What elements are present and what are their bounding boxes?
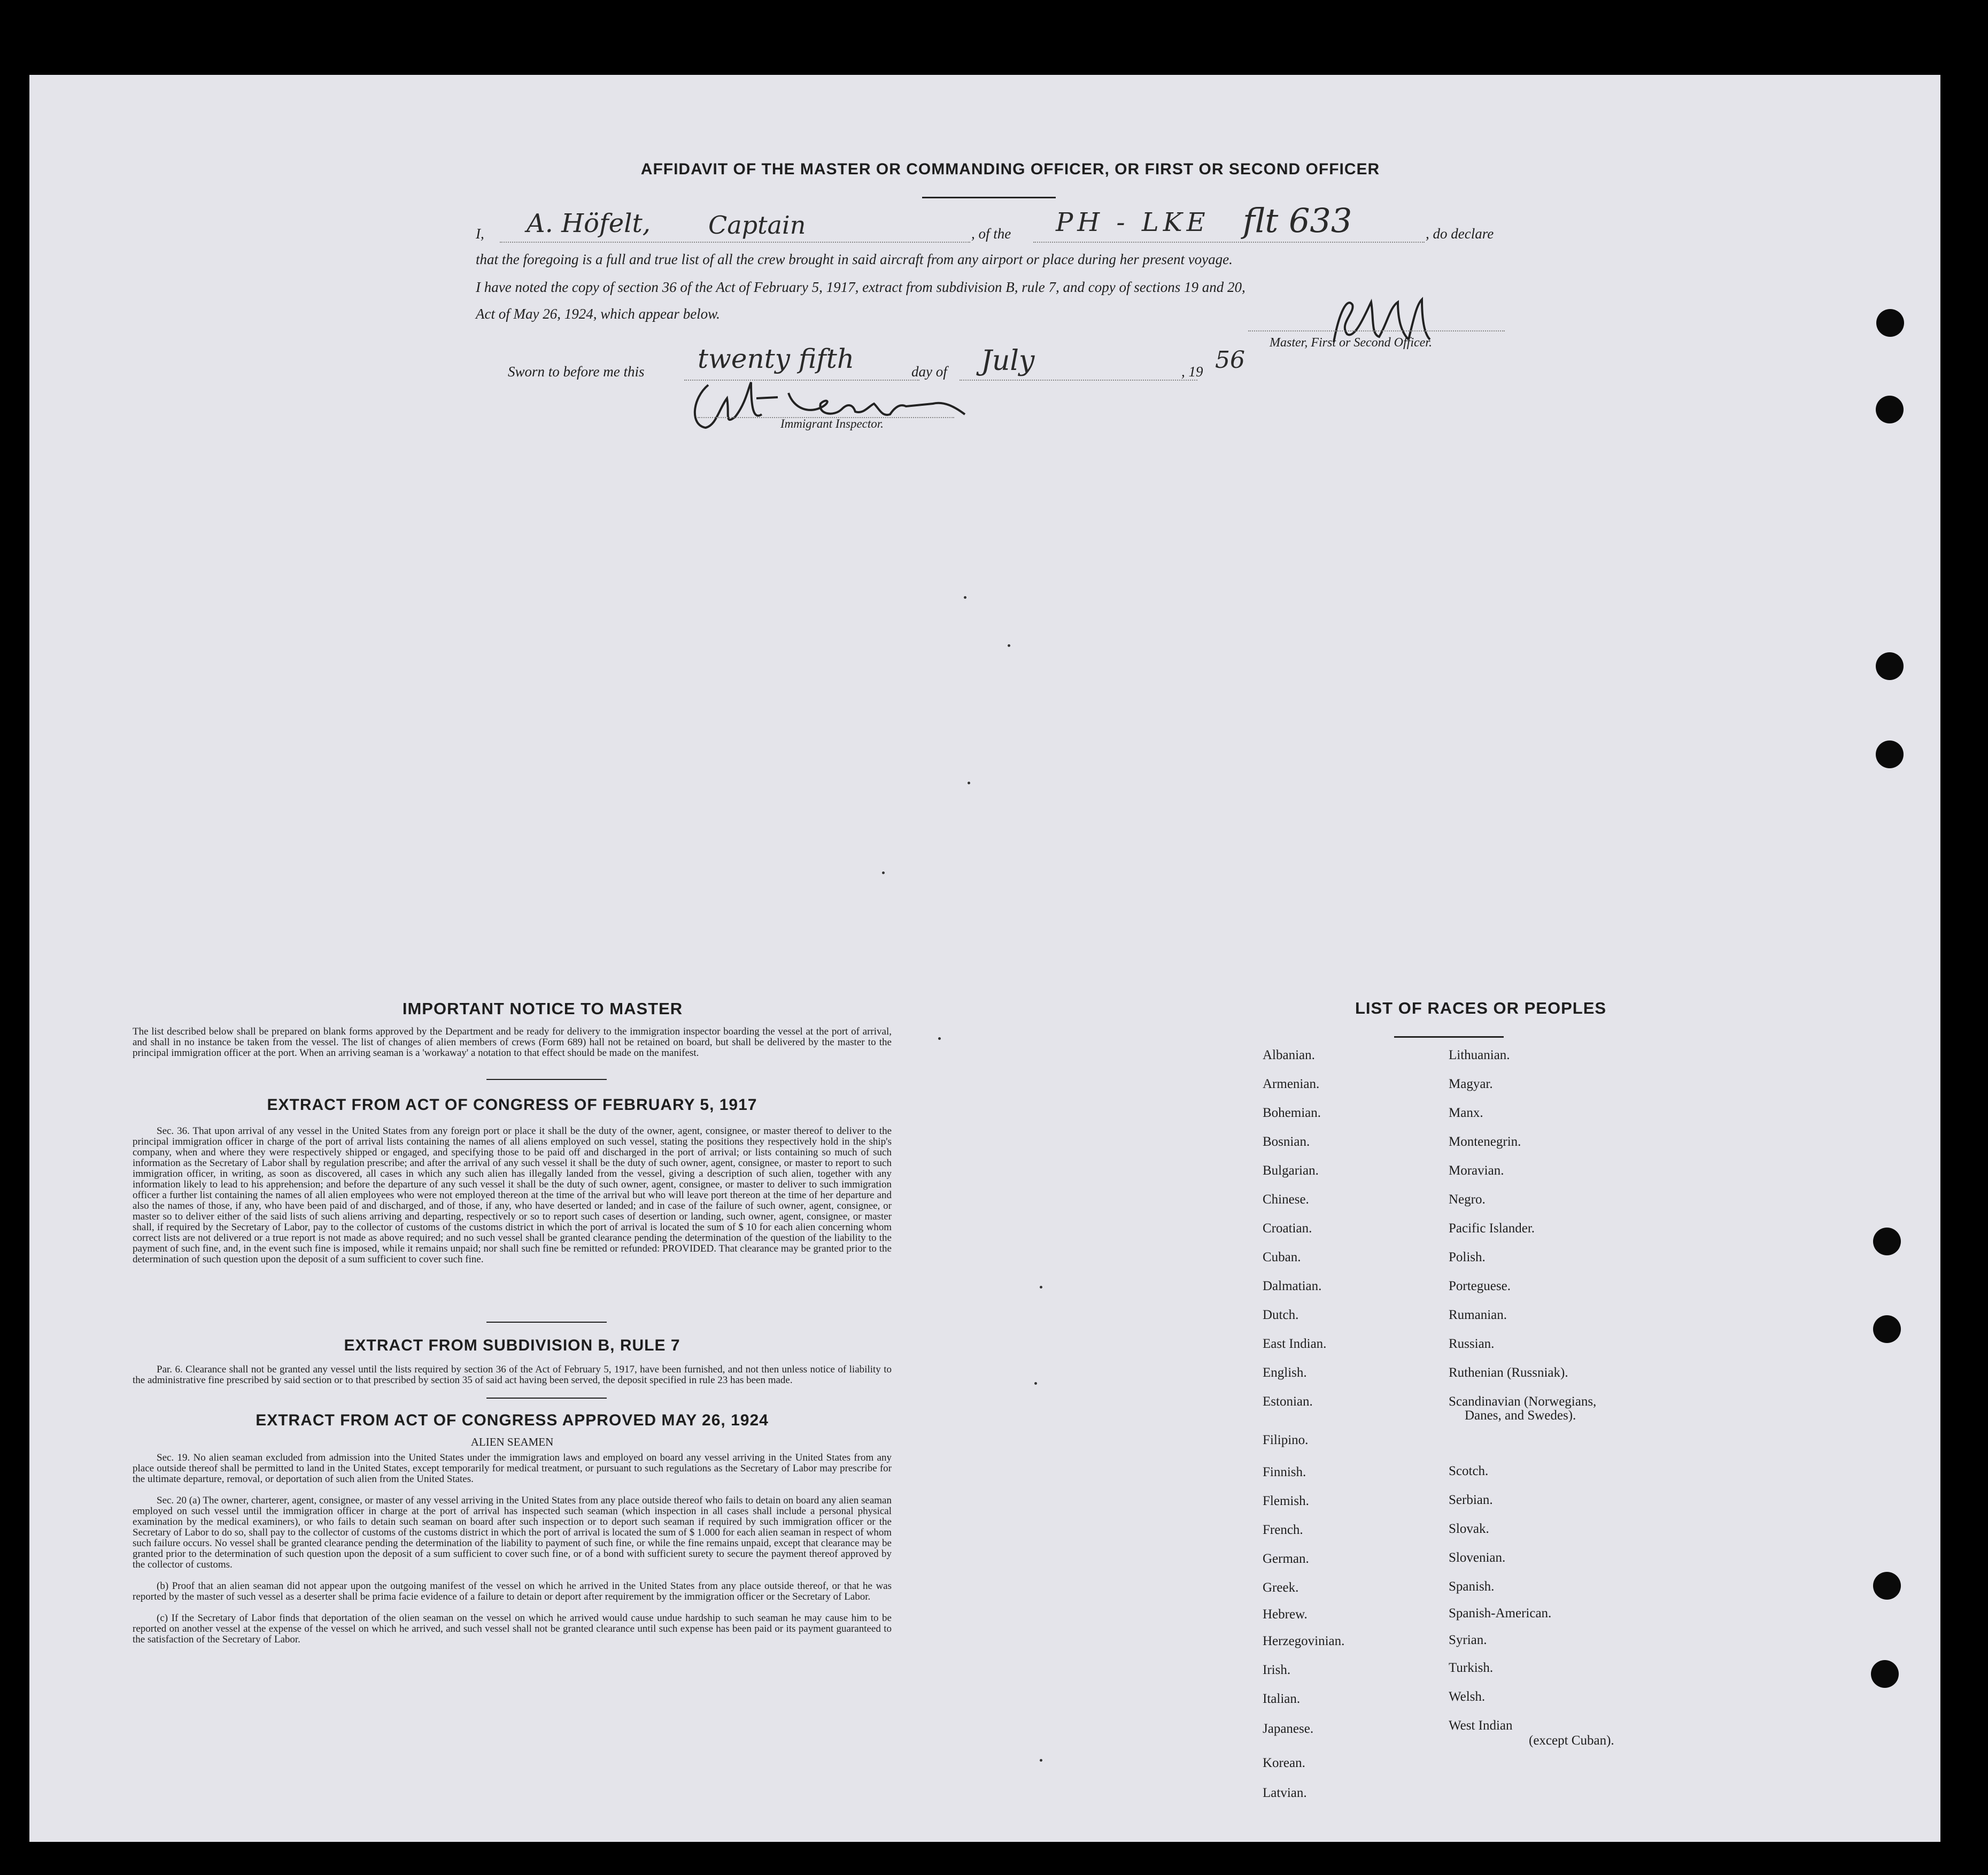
handwritten-captain: Captain — [708, 211, 806, 240]
race-item: English. — [1263, 1365, 1307, 1380]
scan-speck — [964, 596, 966, 599]
race-item: Danes, and Swedes). — [1465, 1408, 1576, 1423]
race-item: Spanish-American. — [1449, 1606, 1552, 1621]
title-underline — [922, 197, 1056, 198]
race-item: Slovak. — [1449, 1522, 1489, 1536]
extract-1917-text: Sec. 36. That upon arrival of any vessel in the United States from any foreign port or place it shall be the duty of the owner, agent, consignee, or master thereof to deliver to the principal immigration officer in charge of the port of arrival lists containing the names of all aliens employed on such vessel, stating the positions they respectively hold in the ship's company, when and where they were respectively shipped or engaged, and specifying those to be paid off and discharged in the port of arrival; or lists containing so much of such information as the Secretary of Labor shall by regulation prescribe; and after the arrival of any such vessel it shall be the duty of such owner, agent, consignee, or master to report to such immigration officer, in writing, as soon as discovered, all cases in which any such alien has illegally landed from the vessel, giving a description of such alien, together with any information likely to lead to his apprehension; and before the departure of any such vessel it shall be the duty of such owner, agent, consignee, or master to deliver to such immigration officer a further list containing the names of all alien employees who were not employed thereon at the time of the arrival but who will leave port thereon at the time of her departure and also the names of those, if any, who have been paid of and discharged, and of those, if any, who have deserted or landed; and in case of the failure of such owner, agent, consignee, or master so to deliver either of the said lists of such aliens arriving and departing, respectively or so to report such cases of desertion or landing, such owner, agent, consignee, or master shall, if required by the Secretary of Labor, pay to the collector of customs of the customs district in which the port of arrival is located the sum of $ 10 for each alien concerning whom correct lists are not delivered or a true report is not made as above required; and no such vessel shall be granted clearance pending the determination of the question of the liability to the payment of such fine, and, in the event such fine is imposed, while it remains unpaid; nor shall such fine be remitted or refunded: PROVIDED. That clearance may be granted prior to the determination of such question upon the deposit of a sum sufficient to cover such fine. — [133, 1125, 892, 1265]
race-item: Pacific Islander. — [1449, 1221, 1535, 1236]
binder-hole — [1873, 1228, 1901, 1255]
day-of-label: day of — [911, 364, 947, 380]
race-item: Russian. — [1449, 1337, 1495, 1351]
notice-divider — [486, 1079, 607, 1080]
race-item: Montenegrin. — [1449, 1135, 1521, 1149]
race-item: Scotch. — [1449, 1464, 1489, 1478]
scan-speck — [938, 1037, 941, 1040]
race-item: Negro. — [1449, 1192, 1486, 1207]
race-item: Turkish. — [1449, 1661, 1494, 1675]
race-item: Dutch. — [1263, 1308, 1299, 1322]
race-item: Ruthenian (Russniak). — [1449, 1365, 1568, 1380]
scan-speck — [1040, 1759, 1042, 1762]
extract-1924-sec19: Sec. 19. No alien seaman excluded from admission into the United States under the immigration laws and employed on board any vessel arriving in the United States from any place outside thereof shall be permitted to land in the United States, except temporarily for medical treatment, or pursuant to such regulations as the Secretary of Labor may prescribe for the ultimate departure, removal, or deportation of such alien from the United States. — [133, 1452, 892, 1485]
race-item: Estonian. — [1263, 1394, 1313, 1409]
scan-speck — [882, 871, 885, 874]
subdivision-divider — [486, 1398, 607, 1399]
binder-hole — [1871, 1660, 1899, 1688]
race-item: Korean. — [1263, 1756, 1305, 1770]
master-signature-line — [1248, 330, 1505, 331]
race-item: Porteguese. — [1449, 1279, 1511, 1293]
affidavit-title: AFFIDAVIT OF THE MASTER OR COMMANDING OFFICER, OR FIRST OR SECOND OFFICER — [640, 160, 1380, 178]
extract-1917-title: EXTRACT FROM ACT OF CONGRESS OF FEBRUARY 5, 1917 — [267, 1096, 757, 1114]
sworn-prefix: Sworn to before me this — [508, 364, 645, 380]
race-item: Finnish. — [1263, 1465, 1306, 1479]
race-item: Rumanian. — [1449, 1308, 1507, 1322]
affidavit-line4: Act of May 26, 1924, which appear below. — [476, 306, 720, 322]
race-item: Polish. — [1449, 1250, 1486, 1264]
master-caption: Master, First or Second Officer. — [1270, 336, 1432, 350]
race-item: Latvian. — [1263, 1786, 1307, 1800]
extract-1924-title: EXTRACT FROM ACT OF CONGRESS APPROVED MAY 26, 1924 — [256, 1411, 769, 1429]
race-item: West Indian — [1449, 1718, 1513, 1733]
extract-1917-divider — [486, 1322, 607, 1323]
race-item: Herzegovinian. — [1263, 1634, 1345, 1648]
scan-speck — [968, 782, 970, 784]
race-item: Croatian. — [1263, 1221, 1312, 1236]
name-blank — [500, 242, 970, 243]
binder-hole — [1873, 1572, 1901, 1600]
handwritten-flight: flt 633 — [1243, 201, 1352, 240]
affidavit-do-declare: , do declare — [1426, 226, 1494, 242]
handwritten-aircraft: PH - LKE — [1056, 207, 1210, 237]
notice-title: IMPORTANT NOTICE TO MASTER — [402, 999, 683, 1018]
subdivision-title: EXTRACT FROM SUBDIVISION B, RULE 7 — [344, 1337, 680, 1354]
race-item: Lithuanian. — [1449, 1048, 1510, 1062]
race-item: Welsh. — [1449, 1689, 1486, 1704]
race-item: Irish. — [1263, 1663, 1291, 1677]
race-item: French. — [1263, 1523, 1303, 1537]
binder-hole — [1876, 652, 1904, 680]
year-prefix: , 19 — [1181, 364, 1203, 380]
handwritten-name: A. Höfelt, — [527, 209, 651, 238]
extract-1924-sec20c: (c) If the Secretary of Labor finds that deportation of the olien seaman on the vessel on which he arrived would cause undue hardship to such seaman he may cause him to be reported on another vessel at the expense of the vessel on which he arrived, and such vessel shall not be granted clearance until such expense has been paid or its payment guaranteed to the satisfaction of the Secretary of Labor. — [133, 1612, 892, 1645]
race-item: Bulgarian. — [1263, 1163, 1319, 1178]
race-item: Slovenian. — [1449, 1550, 1506, 1565]
race-item: Chinese. — [1263, 1192, 1309, 1207]
race-item: German. — [1263, 1552, 1309, 1566]
race-item: Armenian. — [1263, 1077, 1320, 1091]
affidavit-of-the: , of the — [971, 226, 1011, 242]
extract-1924-sec20b: (b) Proof that an alien seaman did not appear upon the outgoing manifest of the vessel on which he arrived in the United States from any place outside thereof, or that he was reported by the master of such vessel as a deserter shall be prima facie evidence of a failure to detain or deport after requirement by the immigration officer or the Secretary of Labor. — [133, 1580, 892, 1602]
affidavit-line3: I have noted the copy of section 36 of the Act of February 5, 1917, extract from subdivision B, rule 7, and copy of sections 19 and 20, — [476, 279, 1246, 295]
scan-speck — [1008, 644, 1010, 647]
races-title: LIST OF RACES OR PEOPLES — [1355, 999, 1607, 1017]
race-item: Syrian. — [1449, 1633, 1487, 1647]
race-item: Greek. — [1263, 1580, 1299, 1595]
scan-speck — [1040, 1286, 1042, 1288]
race-item: Italian. — [1263, 1692, 1301, 1706]
extract-1924-sec20a: Sec. 20 (a) The owner, charterer, agent, consignee, or master of any vessel arriving in the United States from any place outside thereof who fails to detain on board any alien seaman employed on such vessel until the immigration officer in charge at the port of arrival has inspected such seaman (which inspection in all cases shall include a personal physical examination by the medical examiners), or who fails to detain such seaman on board after such inspection or to deport such seaman if required by such immigration officer or the Secretary of Labor to do so, shall pay to the collector of customs of the customs district in which the port of arrival is located the sum of $ 1.000 for each alien seaman in respect of whom such failure occurs. No vessel shall be granted clearance pending the determination of the liability to payment of such fine, or while the fine remains unpaid, except that clearance may be granted prior to the determination of such question upon the deposit of a sum sufficient to cover such fine, or of a bond with sufficient surety to secure the payment thereof approved by the collector of customs. — [133, 1495, 892, 1570]
binder-hole — [1873, 1315, 1901, 1343]
races-underline — [1394, 1036, 1504, 1038]
binder-hole — [1876, 740, 1904, 768]
race-item: Serbian. — [1449, 1493, 1493, 1507]
race-item: Magyar. — [1449, 1077, 1493, 1091]
race-item: Albanian. — [1263, 1048, 1315, 1062]
aircraft-blank — [1033, 242, 1425, 243]
scan-speck — [1034, 1382, 1037, 1385]
handwritten-year: 56 — [1215, 346, 1245, 374]
race-item: Filipino. — [1263, 1433, 1309, 1447]
notice-text: The list described below shall be prepared on blank forms approved by the Department and be ready for delivery to the immigration inspector boarding the vessel at the port of arrival, and shall in no instance be taken from the vessel. The list of changes of alien members of crews (Form 689) hall not be retained on board, but shall be delivered by the master to the principal immigration officer at the port. When an arriving seaman is a 'workaway' a notation to that effect should be made on the manifest. — [133, 1026, 892, 1059]
race-item: Spanish. — [1449, 1579, 1495, 1594]
race-item: Scandinavian (Norwegians, — [1449, 1394, 1597, 1409]
handwritten-day: twenty fifth — [698, 343, 855, 374]
race-item: Cuban. — [1263, 1250, 1301, 1264]
affidavit-line2: that the foregoing is a full and true list of all the crew brought in said aircraft from any airport or place during her present voyage. — [476, 251, 1233, 267]
inspector-caption: Immigrant Inspector. — [780, 417, 884, 430]
alien-seamen-subtitle: ALIEN SEAMEN — [470, 1436, 554, 1448]
affidavit-line1-prefix: I, — [476, 226, 484, 242]
race-item: Moravian. — [1449, 1163, 1504, 1178]
binder-hole — [1876, 309, 1904, 337]
subdivision-text: Par. 6. Clearance shall not be granted any vessel until the lists required by section 36 of the Act of February 5, 1917, have been furnished, and not then unless notice of liability to the administrative fine prescribed by said section or to that prescribed by section 35 of said act having been served, the deposit specified in rule 23 has been made. — [133, 1364, 892, 1386]
document-page — [29, 75, 1940, 1842]
race-item: Japanese. — [1263, 1722, 1314, 1736]
race-item: Bosnian. — [1263, 1135, 1310, 1149]
race-item: Hebrew. — [1263, 1607, 1308, 1622]
race-item: Dalmatian. — [1263, 1279, 1322, 1293]
race-item: (except Cuban). — [1529, 1733, 1614, 1748]
race-item: Flemish. — [1263, 1494, 1309, 1508]
race-item: East Indian. — [1263, 1337, 1327, 1351]
race-item: Manx. — [1449, 1106, 1483, 1120]
binder-hole — [1876, 396, 1904, 423]
handwritten-month: July — [981, 345, 1035, 377]
race-item: Bohemian. — [1263, 1106, 1321, 1120]
